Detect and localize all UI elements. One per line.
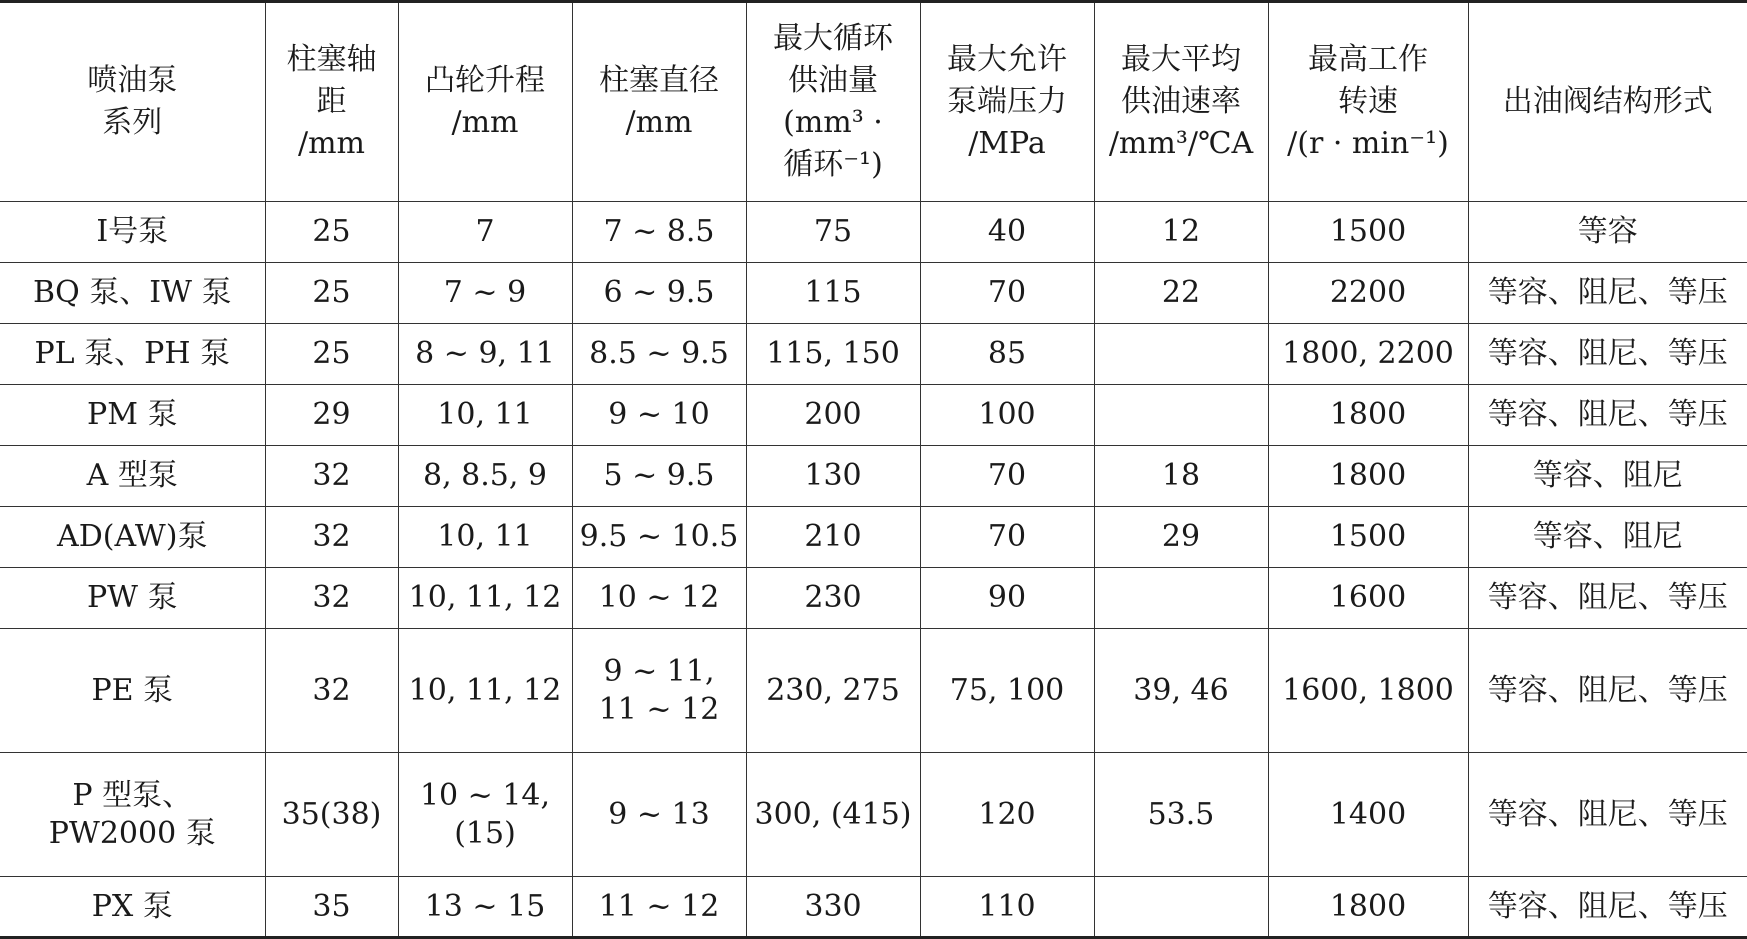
cell-max-speed: 2200 [1268,263,1468,324]
cell-cam-lift: 7 [398,202,572,263]
cell-pump-series: PW 泵 [0,568,265,629]
cell-valve-type: 等容、阻尼、等压 [1468,324,1747,385]
cell-plunger-spacing: 32 [265,446,398,507]
cell-cam-lift: 10, 11, 12 [398,568,572,629]
cell-plunger-spacing: 35 [265,877,398,938]
cell-plunger-diameter: 9 ~ 11, 11 ~ 12 [572,629,746,753]
cell-max-speed: 1600, 1800 [1268,629,1468,753]
cell-plunger-diameter: 10 ~ 12 [572,568,746,629]
cell-max-speed: 1800, 2200 [1268,324,1468,385]
cell-valve-type: 等容、阻尼、等压 [1468,263,1747,324]
cell-valve-type: 等容、阻尼 [1468,446,1747,507]
cell-max-speed: 1400 [1268,753,1468,877]
cell-pump-series: PL 泵、PH 泵 [0,324,265,385]
cell-max-speed: 1600 [1268,568,1468,629]
cell-plunger-spacing: 25 [265,202,398,263]
cell-pump-series: PM 泵 [0,385,265,446]
cell-cam-lift: 8 ~ 9, 11 [398,324,572,385]
cell-max-pump-pressure: 85 [920,324,1094,385]
cell-valve-type: 等容、阻尼、等压 [1468,629,1747,753]
table-row [0,324,1747,385]
cell-max-pump-pressure: 70 [920,507,1094,568]
table-row [0,446,1747,507]
cell-cam-lift: 10, 11 [398,507,572,568]
header-plunger-diameter: 柱塞直径 /mm [572,2,746,202]
header-plunger-spacing: 柱塞轴 距 /mm [265,2,398,202]
header-pump-series: 喷油泵 系列 [0,2,265,202]
cell-cam-lift: 10, 11 [398,385,572,446]
table-row [0,877,1747,938]
cell-cam-lift: 10, 11, 12 [398,629,572,753]
cell-max-pump-pressure: 90 [920,568,1094,629]
cell-max-pump-pressure: 70 [920,446,1094,507]
cell-max-pump-pressure: 120 [920,753,1094,877]
cell-pump-series: PX 泵 [0,877,265,938]
cell-plunger-spacing: 35(38) [265,753,398,877]
cell-max-fuel-delivery: 300, (415) [746,753,920,877]
cell-plunger-spacing: 25 [265,324,398,385]
cell-cam-lift: 7 ~ 9 [398,263,572,324]
cell-max-fuel-delivery: 75 [746,202,920,263]
header-cam-lift: 凸轮升程 /mm [398,2,572,202]
cell-max-pump-pressure: 100 [920,385,1094,446]
cell-max-speed: 1500 [1268,202,1468,263]
cell-max-fuel-delivery: 200 [746,385,920,446]
cell-max-fuel-delivery: 115 [746,263,920,324]
cell-plunger-diameter: 9 ~ 13 [572,753,746,877]
cell-valve-type: 等容、阻尼、等压 [1468,568,1747,629]
cell-max-fuel-delivery: 230, 275 [746,629,920,753]
cell-max-delivery-rate: 29 [1094,507,1268,568]
header-valve-type: 出油阀结构形式 [1468,2,1747,202]
cell-plunger-spacing: 29 [265,385,398,446]
cell-pump-series: A 型泵 [0,446,265,507]
cell-plunger-diameter: 9 ~ 10 [572,385,746,446]
cell-max-delivery-rate [1094,324,1268,385]
cell-max-pump-pressure: 110 [920,877,1094,938]
cell-max-pump-pressure: 75, 100 [920,629,1094,753]
cell-max-speed: 1500 [1268,507,1468,568]
cell-max-delivery-rate: 18 [1094,446,1268,507]
cell-max-delivery-rate: 22 [1094,263,1268,324]
table-row [0,263,1747,324]
cell-plunger-diameter: 8.5 ~ 9.5 [572,324,746,385]
cell-max-pump-pressure: 40 [920,202,1094,263]
cell-max-delivery-rate: 39, 46 [1094,629,1268,753]
cell-plunger-diameter: 11 ~ 12 [572,877,746,938]
cell-max-delivery-rate [1094,877,1268,938]
cell-max-delivery-rate: 12 [1094,202,1268,263]
table-row [0,202,1747,263]
cell-plunger-diameter: 6 ~ 9.5 [572,263,746,324]
table-body [0,202,1747,938]
header-max-delivery-rate: 最大平均 供油速率 /mm³/℃A [1094,2,1268,202]
cell-max-speed: 1800 [1268,385,1468,446]
cell-valve-type: 等容 [1468,202,1747,263]
table-row [0,753,1747,877]
cell-pump-series: BQ 泵、IW 泵 [0,263,265,324]
cell-max-fuel-delivery: 130 [746,446,920,507]
header-row [0,2,1747,202]
cell-valve-type: 等容、阻尼、等压 [1468,753,1747,877]
header-max-fuel-delivery: 最大循环 供油量 (mm³ · 循环⁻¹) [746,2,920,202]
cell-max-fuel-delivery: 230 [746,568,920,629]
cell-plunger-spacing: 32 [265,568,398,629]
cell-plunger-spacing: 32 [265,507,398,568]
cell-cam-lift: 8, 8.5, 9 [398,446,572,507]
cell-pump-series: AD(AW)泵 [0,507,265,568]
cell-max-fuel-delivery: 115, 150 [746,324,920,385]
cell-max-delivery-rate [1094,385,1268,446]
header-max-pump-pressure: 最大允许 泵端压力 /MPa [920,2,1094,202]
cell-pump-series: PE 泵 [0,629,265,753]
cell-plunger-spacing: 32 [265,629,398,753]
cell-max-delivery-rate [1094,568,1268,629]
cell-pump-series: P 型泵、 PW2000 泵 [0,753,265,877]
cell-max-delivery-rate: 53.5 [1094,753,1268,877]
cell-plunger-diameter: 9.5 ~ 10.5 [572,507,746,568]
cell-plunger-diameter: 5 ~ 9.5 [572,446,746,507]
table-header [0,2,1747,202]
cell-valve-type: 等容、阻尼、等压 [1487,888,1728,924]
cell-cam-lift: 10 ~ 14, (15) [398,753,572,877]
cell-max-speed: 1800 [1268,877,1468,938]
cell-cam-lift: 13 ~ 15 [398,877,572,938]
header-max-speed: 最高工作 转速 /(r · min⁻¹) [1268,2,1468,202]
cell-plunger-diameter: 7 ~ 8.5 [572,202,746,263]
table-row [0,568,1747,629]
cell-max-fuel-delivery: 210 [746,507,920,568]
cell-max-speed: 1800 [1268,446,1468,507]
cell-max-fuel-delivery: 330 [746,877,920,938]
cell-valve-type: 等容、阻尼、等压 [1468,385,1747,446]
cell-max-pump-pressure: 70 [920,263,1094,324]
table-row [0,385,1747,446]
cell-plunger-spacing: 25 [265,263,398,324]
cell-pump-series: Ⅰ号泵 [0,202,265,263]
table-row [0,507,1747,568]
cell-valve-type: 等容、阻尼 [1468,507,1747,568]
table-row [0,629,1747,753]
